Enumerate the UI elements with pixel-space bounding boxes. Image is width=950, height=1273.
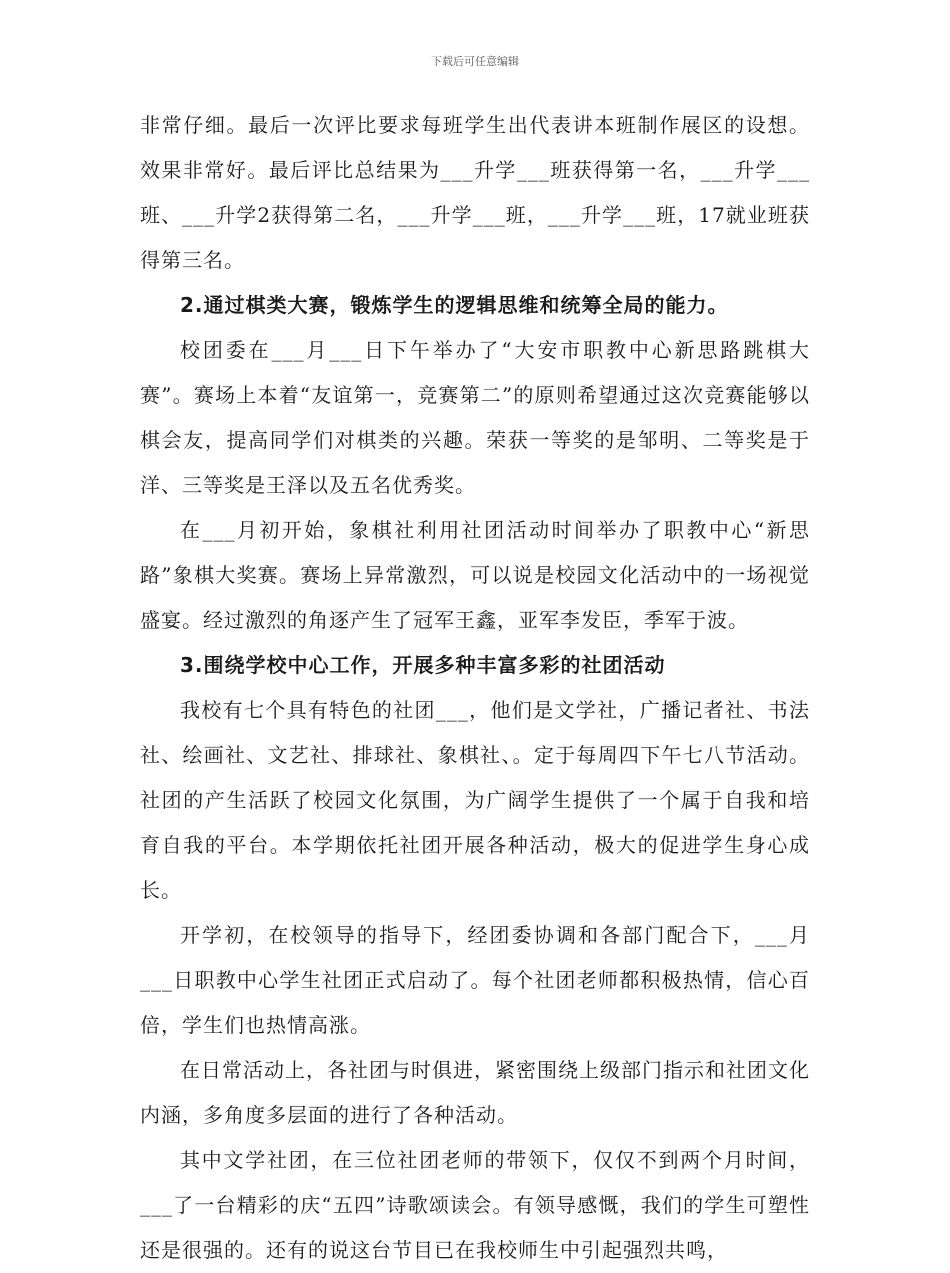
paragraph-literature-club: 其中文学社团，在三位社团老师的带领下，仅仅不到两个月时间，___了一台精彩的庆“五四”诗歌颂读会。有领导感慨，我们的学生可塑性还是很强的。还有的说这台节目已在我校师生中引起强烈共鸣， xyxy=(140,1148,810,1262)
section-heading-chess-contest: 2.通过棋类大赛，锻炼学生的逻辑思维和统筹全局的能力。 xyxy=(180,293,729,317)
paragraph-daily-activities: 在日常活动上，各社团与时俱进，紧密围绕上级部门指示和社团文化内涵，多角度多层面的进行了各种活动。 xyxy=(140,1058,810,1127)
paragraph-xiangqi-contest: 在___月初开始，象棋社利用社团活动时间举办了职教中心“新思路”象棋大奖赛。赛场上异常激烈，可以说是校园文化活动中的一场视觉盛宴。经过激烈的角逐产生了冠军王鑫，亚军李发臣，季军于波。 xyxy=(140,518,810,632)
section-heading-club-activities: 3.围绕学校中心工作，开展多种丰富多彩的社团活动 xyxy=(180,653,666,677)
paragraph-checkers-contest: 校团委在___月___日下午举办了“大安市职教中心新思路跳棋大赛”。赛场上本着“友谊第一，竞赛第二”的原则希望通过这次竞赛能够以棋会友，提高同学们对棋类的兴趣。荣获一等奖的是邹明、二等奖是于洋、三等奖是王泽以及五名优秀奖。 xyxy=(140,338,810,497)
document-body xyxy=(140,103,810,1273)
paragraph-clubs-overview: 我校有七个具有特色的社团___，他们是文学社，广播记者社、书法社、绘画社、文艺社、排球社、象棋社、。定于每周四下午七八节活动。社团的产生活跃了校园文化氛围，为广阔学生提供了一个属于自我和培育自我的平台。本学期依托社团开展各种活动，极大的促进学生身心成长。 xyxy=(140,698,810,902)
paragraph-clubs-launch: 开学初，在校领导的指导下，经团委协调和各部门配合下，___月___日职教中心学生社团正式启动了。每个社团老师都积极热情，信心百倍，学生们也热情高涨。 xyxy=(140,923,810,1037)
paragraph-ranking-results: 非常仔细。最后一次评比要求每班学生出代表讲本班制作展区的设想。效果非常好。最后评比总结果为___升学___班获得第一名，___升学___班、___升学2获得第二名，___升学___班，___升学___班，17就业班获得第三名。 xyxy=(140,113,810,272)
page-header-note: 下载后可任意编辑 xyxy=(431,55,519,68)
